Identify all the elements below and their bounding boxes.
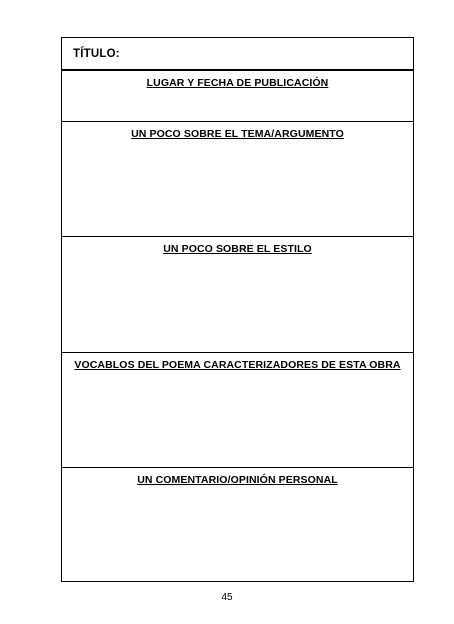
section-poem-vocabulary: [62, 353, 413, 468]
section-heading-poem-vocabulary: VOCABLOS DEL POEMA CARACTERIZADORES DE ESTA OBRA: [74, 359, 401, 371]
section-place-date: [62, 71, 413, 122]
title-label: TÍTULO:: [73, 48, 120, 60]
title-row: [62, 38, 413, 71]
page-number: 45: [221, 592, 233, 603]
section-personal-comment: [62, 468, 413, 581]
section-heading-personal-comment: UN COMENTARIO/OPINIÓN PERSONAL: [137, 474, 338, 486]
section-heading-place-date: LUGAR Y FECHA DE PUBLICACIÓN: [146, 77, 329, 89]
section-heading-theme-argument: UN POCO SOBRE EL TEMA/ARGUMENTO: [131, 128, 344, 140]
section-style: [62, 237, 413, 353]
section-theme-argument: [62, 122, 413, 237]
section-heading-style: UN POCO SOBRE EL ESTILO: [163, 243, 312, 255]
worksheet-form: [61, 37, 414, 582]
